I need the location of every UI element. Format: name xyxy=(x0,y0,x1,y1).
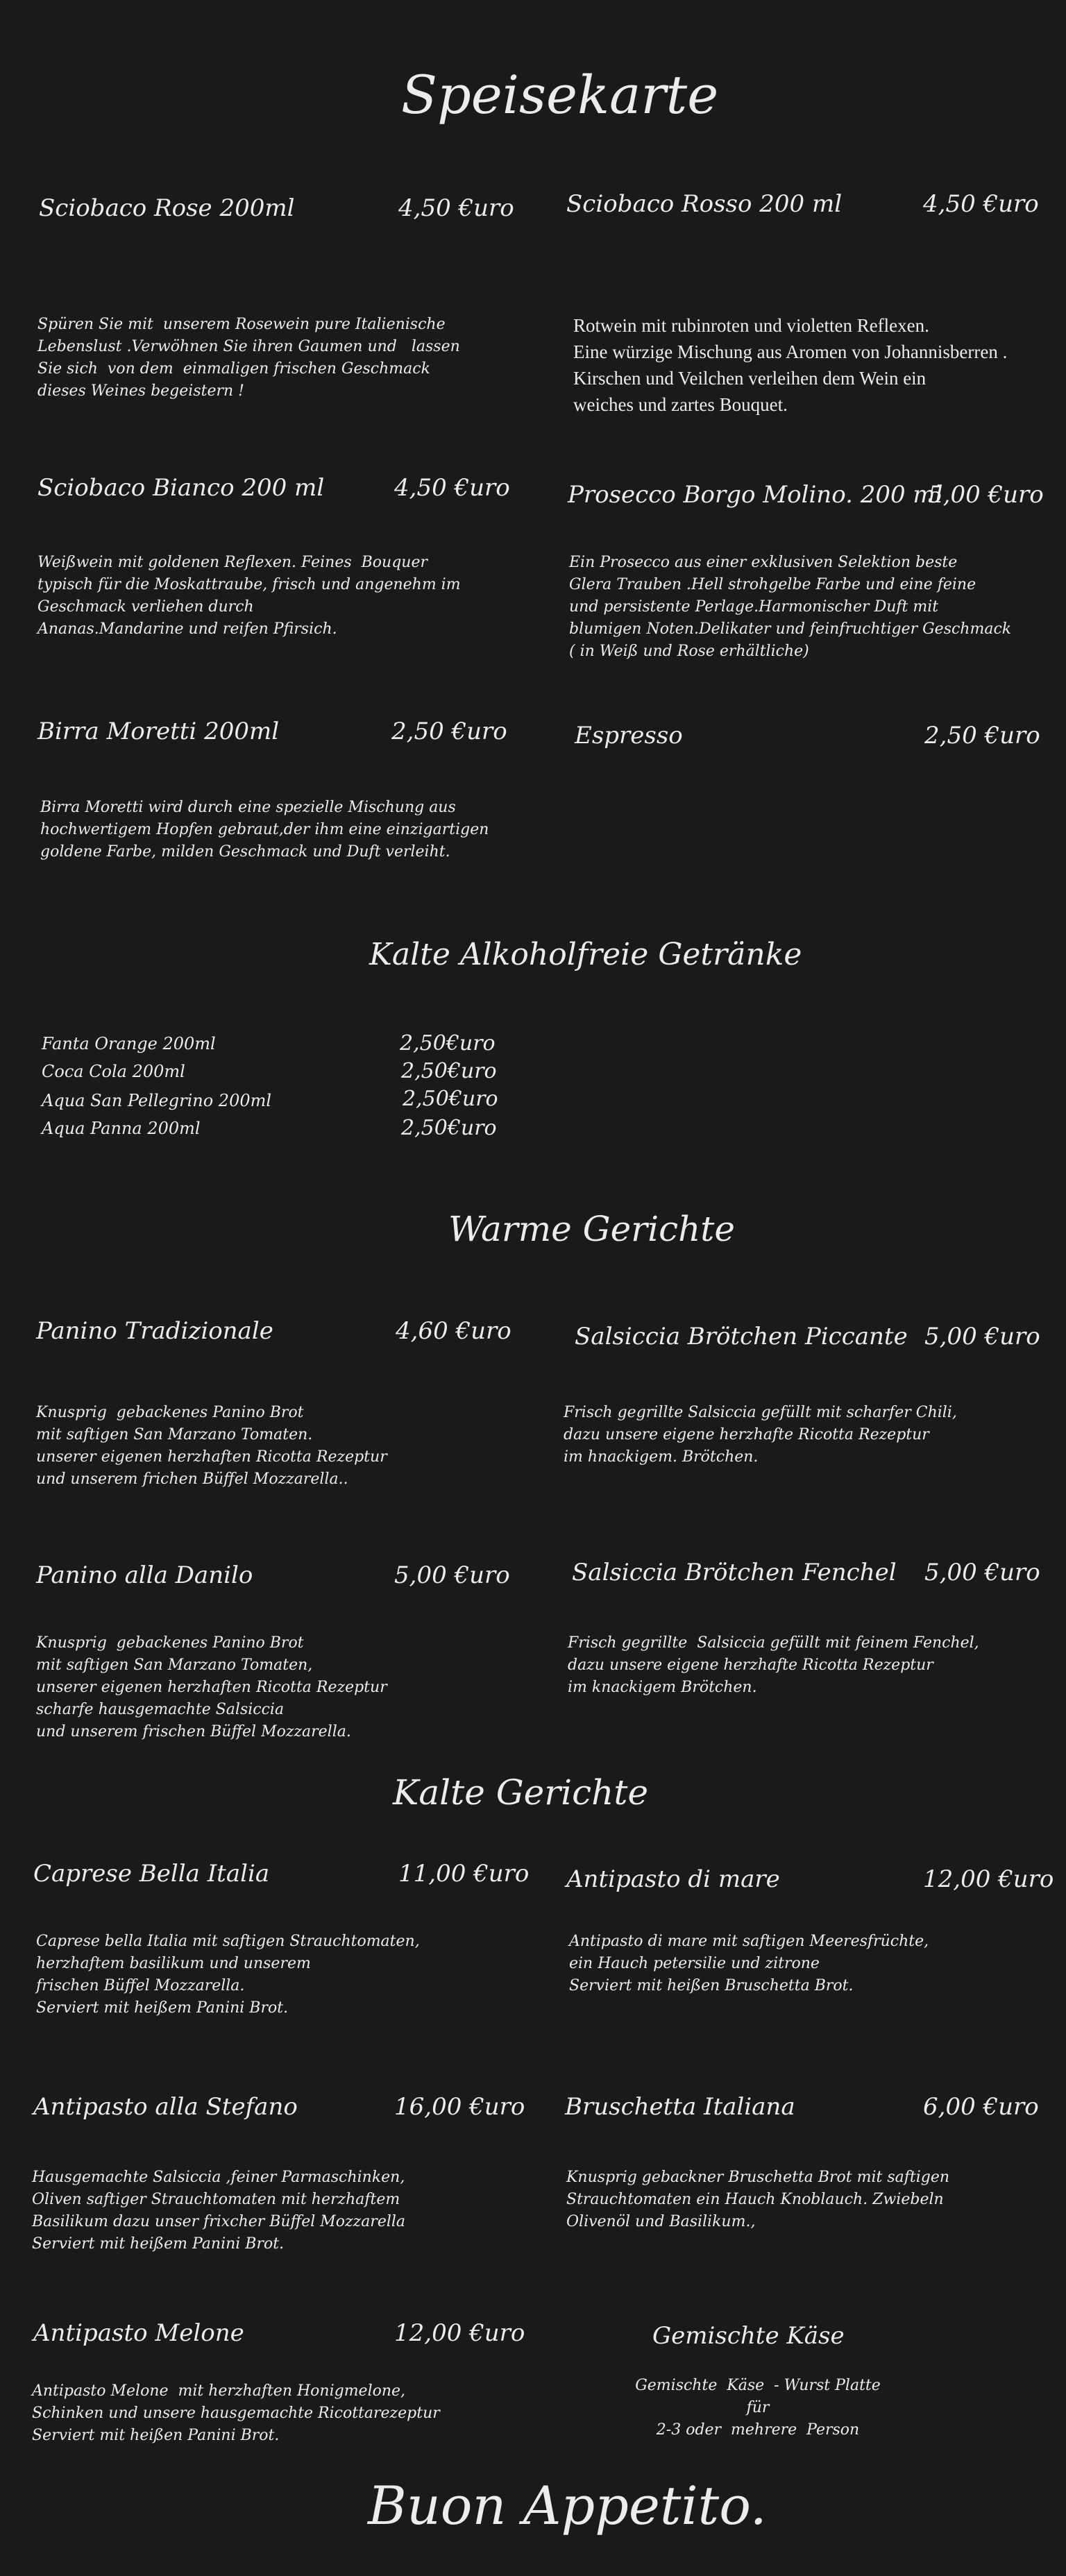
item-desc-salsiccia-fenchel: Frisch gegrillte Salsiccia gefüllt mit feinem Fenchel, dazu unsere eigene herzhafte Ricotta Rezeptur im knackigem Brötchen. xyxy=(568,1634,979,1696)
item-desc-salsiccia-piccante: Frisch gegrillte Salsiccia gefüllt mit scharfer Chili, dazu unsere eigene herzhafte Ricotta Rezeptur im hnackigem. Brötchen. xyxy=(564,1404,957,1466)
item-desc-prosecco: Ein Prosecco aus einer exklusiven Selektion beste Glera Trauben .Hell strohgelbe Farbe und eine feine und persistente Perlage.Harmonischer Duft mit blumigen Noten.Delikater und feinfruchtiger Geschmack ( in Weiß und Rose erhältliche) xyxy=(569,554,1012,660)
item-name-antipasto-mare: Antipasto di mare xyxy=(566,1865,780,1893)
item-name-caprese: Caprese Bella Italia xyxy=(33,1860,270,1888)
section-title-cold: Kalte Gerichte xyxy=(393,1772,649,1813)
item-price-rosso: 4,50 €uro xyxy=(923,190,1039,218)
item-name-espresso: Espresso xyxy=(575,722,683,749)
item-desc-birra: Birra Moretti wird durch eine spezielle Mischung aus hochwertigem Hopfen gebraut,der ihm eine einzigartigen goldene Farbe, milden Geschmack und Duft verleiht. xyxy=(40,799,489,861)
footer-greeting: Buon Appetito. xyxy=(368,2475,767,2536)
item-name-prosecco: Prosecco Borgo Molino. 200 ml xyxy=(568,481,943,509)
item-desc-panino-tradizionale: Knusprig gebackenes Panino Brot mit saftigen San Marzano Tomaten. unserer eigenen herzhaften Ricotta Rezeptur und unserem frichen Büffel Mozzarella.. xyxy=(36,1404,387,1488)
item-desc-antipasto-melone: Antipasto Melone mit herzhaften Honigmelone, Schinken und unsere hausgemachte Ricottarezeptur Serviert mit heißen Panini Brot. xyxy=(32,2382,440,2444)
item-price-panino-danilo: 5,00 €uro xyxy=(394,1561,510,1589)
item-name-rosso: Sciobaco Rosso 200 ml xyxy=(566,190,843,218)
item-name-rose: Sciobaco Rose 200ml xyxy=(39,194,295,222)
item-price-salsiccia-piccante: 5,00 €uro xyxy=(924,1323,1040,1350)
item-price-caprese: 11,00 €uro xyxy=(398,1860,530,1888)
item-name-panino-tradizionale: Panino Tradizionale xyxy=(36,1317,273,1345)
item-name-antipasto-melone: Antipasto Melone xyxy=(33,2319,244,2347)
item-price-espresso: 2,50 €uro xyxy=(924,722,1040,749)
item-desc-rose: Spüren Sie mit unserem Rosewein pure Italienische Lebenslust .Verwöhnen Sie ihren Gaumen und lassen Sie sich von dem einmaligen frischen Geschmack dieses Weines begeistern ! xyxy=(37,316,460,400)
item-desc-bruschetta: Knusprig gebackner Bruschetta Brot mit saftigen Strauchtomaten ein Hauch Knoblauch. Zwiebeln Olivenöl und Basilikum., xyxy=(566,2169,950,2230)
item-price-rose: 4,50 €uro xyxy=(398,194,514,222)
item-desc-caprese: Caprese bella Italia mit saftigen Strauchtomaten, herzhaftem basilikum und unserem frischen Büffel Mozzarella. Serviert mit heißem Panini Brot. xyxy=(36,1933,420,2017)
item-price-birra: 2,50 €uro xyxy=(391,718,507,745)
item-desc-gemischte-kaese: Gemischte Käse - Wurst Platte für 2-3 oder mehrere Person xyxy=(635,2377,881,2439)
item-price-bianco: 4,50 €uro xyxy=(394,474,510,502)
item-desc-bianco: Weißwein mit goldenen Reflexen. Feines Bouquer typisch für die Moskattraube, frisch und angenehm im Geschmack verliehen durch Ananas.Mandarine und reifen Pfirsich. xyxy=(37,554,461,638)
item-name-bruschetta: Bruschetta Italiana xyxy=(565,2093,795,2121)
item-price-prosecco: 5,00 €uro xyxy=(928,481,1044,509)
drink-name: Aqua San Pellegrino 200ml xyxy=(42,1091,272,1110)
drink-price: 2,50€uro xyxy=(400,1031,496,1056)
item-name-antipasto-stefano: Antipasto alla Stefano xyxy=(33,2093,298,2121)
section-title-warm: Warme Gerichte xyxy=(448,1209,735,1249)
item-desc-antipasto-mare: Antipasto di mare mit saftigen Meeresfrüchte, ein Hauch petersilie und zitrone Serviert mit heißen Bruschetta Brot. xyxy=(569,1933,929,1994)
item-price-antipasto-stefano: 16,00 €uro xyxy=(394,2093,525,2121)
item-price-antipasto-melone: 12,00 €uro xyxy=(394,2319,525,2347)
drink-price: 2,50€uro xyxy=(403,1087,498,1111)
item-desc-antipasto-stefano: Hausgemachte Salsiccia ,feiner Parmaschinken, Oliven saftiger Strauchtomaten mit herzhaftem Basilikum dazu unser frixcher Büffel Mozzarella Serviert mit heißem Panini Brot. xyxy=(32,2169,406,2253)
item-price-panino-tradizionale: 4,60 €uro xyxy=(396,1317,511,1345)
item-name-salsiccia-piccante: Salsiccia Brötchen Piccante xyxy=(575,1323,908,1350)
page-title: Speisekarte xyxy=(401,64,719,126)
item-name-gemischte-kaese: Gemischte Käse xyxy=(652,2322,845,2350)
drink-price: 2,50€uro xyxy=(401,1116,497,1140)
item-desc-rosso: Rotwein mit rubinroten und violetten Reflexen. Eine würzige Mischung aus Aromen von Johannisberren . Kirschen und Veilchen verleihen dem Wein ein weiches und zartes Bouquet. xyxy=(573,315,1008,415)
drink-name: Coca Cola 200ml xyxy=(42,1062,185,1081)
item-price-bruschetta: 6,00 €uro xyxy=(923,2093,1039,2121)
drink-name: Aqua Panna 200ml xyxy=(42,1119,201,1138)
item-desc-panino-danilo: Knusprig gebackenes Panino Brot mit saftigen San Marzano Tomaten, unserer eigenen herzhaften Ricotta Rezeptur scharfe hausgemachte Salsiccia und unserem frischen Büffel Mozzarella. xyxy=(36,1634,387,1740)
item-price-antipasto-mare: 12,00 €uro xyxy=(923,1865,1054,1893)
drink-price: 2,50€uro xyxy=(401,1059,497,1083)
item-name-salsiccia-fenchel: Salsiccia Brötchen Fenchel xyxy=(572,1559,897,1586)
item-name-bianco: Sciobaco Bianco 200 ml xyxy=(37,474,325,502)
item-name-birra: Birra Moretti 200ml xyxy=(37,718,280,745)
section-title-soft-drinks: Kalte Alkoholfreie Getränke xyxy=(369,937,802,972)
item-price-salsiccia-fenchel: 5,00 €uro xyxy=(924,1559,1040,1586)
drink-name: Fanta Orange 200ml xyxy=(42,1034,216,1053)
item-name-panino-danilo: Panino alla Danilo xyxy=(36,1561,253,1589)
